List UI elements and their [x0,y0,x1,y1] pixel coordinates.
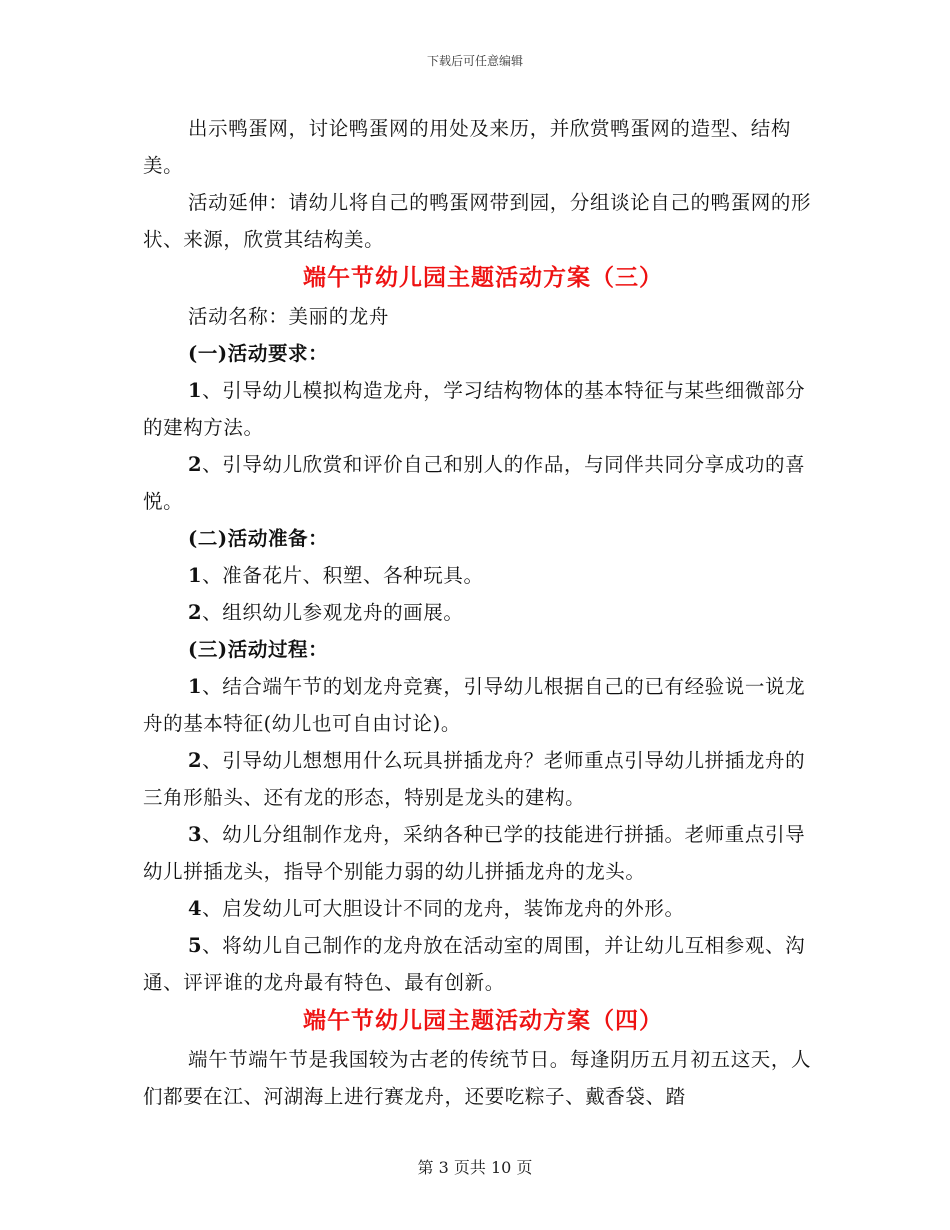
list-item [143,557,823,594]
section-title: 端午节幼儿园主题活动方案（三） [303,264,663,291]
item-text: 、启发幼儿可大胆设计不同的龙舟，装饰龙舟的外形。 [202,897,685,920]
item-number: 4 [188,897,203,920]
subheading: (一)活动要求： [188,342,329,365]
item-number: 2 [188,749,203,772]
list-item [143,372,823,446]
item-text: 、将幼儿自己制作的龙舟放在活动室的周围，并让幼儿互相参观、沟通、评评谁的龙舟最有特色、最有创新。 [143,934,806,994]
list-item [143,594,823,631]
list-item [143,927,823,1001]
item-text: 、引导幼儿模拟构造龙舟，学习结构物体的基本特征与某些细微部分的建构方法。 [143,379,806,439]
item-text: 、组织幼儿参观龙舟的画展。 [202,601,464,624]
subheading: (三)活动过程： [188,638,329,661]
item-number: 5 [188,934,203,957]
document-body [143,110,823,1115]
paragraph: 端午节端午节是我国较为古老的传统节日。每逢阴历五月初五这天，人们都要在江、河湖海上进行赛龙舟，还要吃粽子、戴香袋、踏 [143,1048,812,1108]
paragraph: 出示鸭蛋网，讨论鸭蛋网的用处及来历，并欣赏鸭蛋网的造型、结构美。 [143,117,792,177]
item-number: 3 [188,823,203,846]
list-item [143,816,823,890]
item-number: 2 [188,453,203,476]
paragraph: 活动名称：美丽的龙舟 [188,305,390,328]
page-header: 下载后可任意编辑 [426,54,523,68]
subheading: (二)活动准备： [188,527,329,550]
item-number: 2 [188,601,203,624]
item-number: 1 [188,379,203,402]
item-number: 1 [188,564,203,587]
item-text: 、结合端午节的划龙舟竞赛，引导幼儿根据自己的已有经验说一说龙舟的基本特征(幼儿也可自由讨论)。 [143,675,806,735]
paragraph: 活动延伸：请幼儿将自己的鸭蛋网带到园，分组谈论自己的鸭蛋网的形状、来源，欣赏其结构美。 [143,191,812,251]
item-text: 、引导幼儿想想用什么玩具拼插龙舟？老师重点引导幼儿拼插龙舟的三角形船头、还有龙的形态，特别是龙头的建构。 [143,749,806,809]
item-text: 、引导幼儿欣赏和评价自己和别人的作品，与同伴共同分享成功的喜悦。 [143,453,806,513]
list-item [143,668,823,742]
section-title: 端午节幼儿园主题活动方案（四） [303,1007,663,1034]
item-number: 1 [188,675,203,698]
list-item [143,742,823,816]
list-item [143,890,823,927]
list-item [143,446,823,520]
item-text: 、准备花片、积塑、各种玩具。 [202,564,484,587]
item-text: 、幼儿分组制作龙舟，采纳各种已学的技能进行拼插。老师重点引导幼儿拼插龙头，指导个别能力弱的幼儿拼插龙舟的龙头。 [143,823,806,883]
page-footer: 第 3 页共 10 页 [417,1158,533,1177]
